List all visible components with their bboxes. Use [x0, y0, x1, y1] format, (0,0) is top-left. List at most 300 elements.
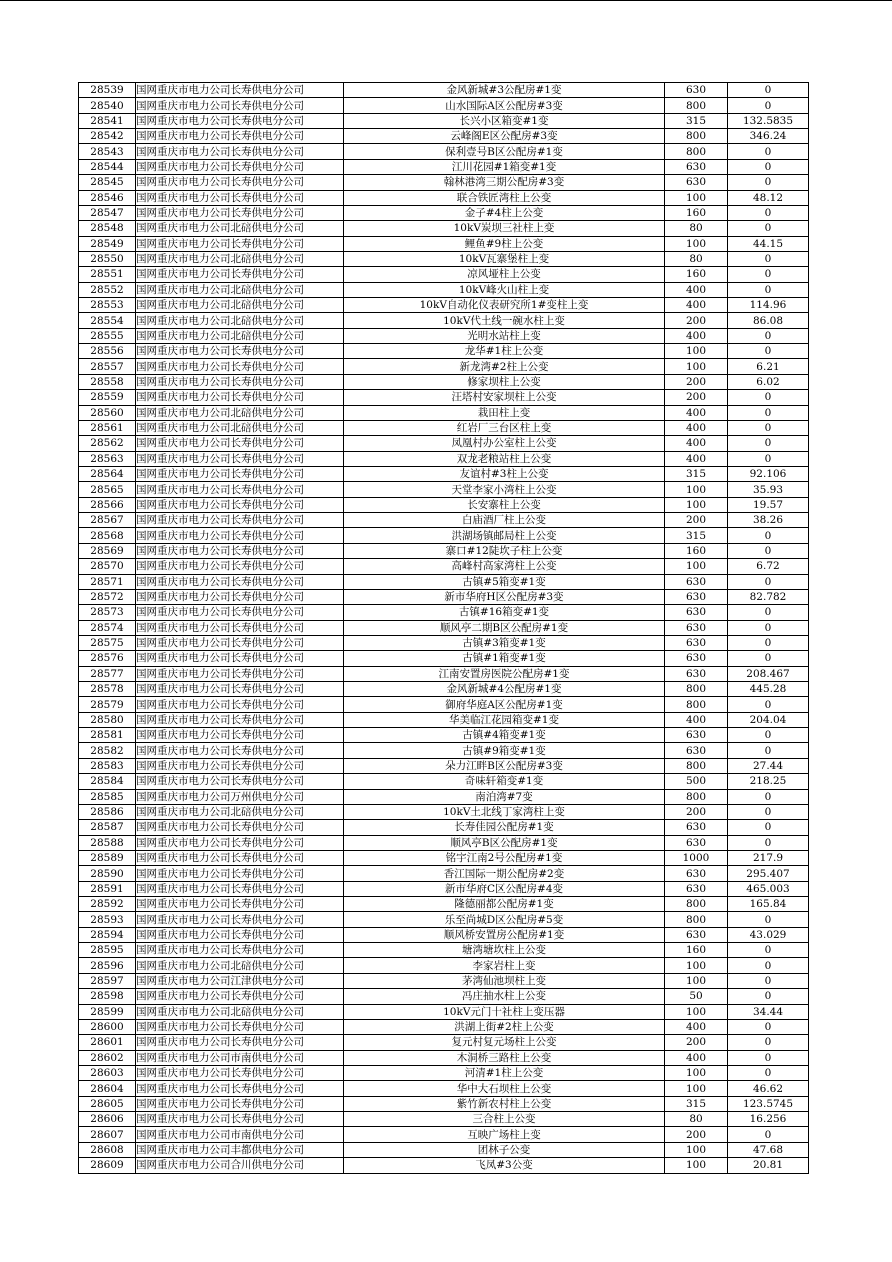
capacity-cell: 630 — [665, 927, 728, 942]
row-id-cell: 28603 — [79, 1066, 136, 1081]
capacity-cell: 315 — [665, 466, 728, 481]
table-row — [79, 1096, 809, 1111]
capacity-cell: 800 — [665, 697, 728, 712]
station-name-cell: 古镇#1箱变#1变 — [344, 651, 665, 666]
capacity-cell: 400 — [665, 282, 728, 297]
station-name-cell: 金风新城#4公配房#1变 — [344, 682, 665, 697]
company-cell: 国网重庆市电力公司长寿供电分公司 — [136, 635, 344, 650]
company-cell: 国网重庆市电力公司长寿供电分公司 — [136, 866, 344, 881]
company-cell: 国网重庆市电力公司长寿供电分公司 — [136, 774, 344, 789]
value-cell: 295.407 — [728, 866, 809, 881]
row-id-cell: 28580 — [79, 712, 136, 727]
company-cell: 国网重庆市电力公司长寿供电分公司 — [136, 850, 344, 865]
station-name-cell: 10kV峰火山柱上变 — [344, 282, 665, 297]
table-row — [79, 728, 809, 743]
station-name-cell: 洪湖场镇邮局柱上公变 — [344, 528, 665, 543]
company-cell: 国网重庆市电力公司长寿供电分公司 — [136, 697, 344, 712]
capacity-cell: 400 — [665, 405, 728, 420]
station-name-cell: 古镇#4箱变#1变 — [344, 728, 665, 743]
table-row — [79, 313, 809, 328]
value-cell: 0 — [728, 451, 809, 466]
row-id-cell: 28568 — [79, 528, 136, 543]
value-cell: 165.84 — [728, 897, 809, 912]
value-cell: 0 — [728, 1050, 809, 1065]
capacity-cell: 400 — [665, 1019, 728, 1034]
row-id-cell: 28543 — [79, 144, 136, 159]
capacity-cell: 100 — [665, 482, 728, 497]
table-row — [79, 236, 809, 251]
company-cell: 国网重庆市电力公司长寿供电分公司 — [136, 743, 344, 758]
capacity-cell: 100 — [665, 1142, 728, 1157]
row-id-cell: 28567 — [79, 513, 136, 528]
table-row — [79, 267, 809, 282]
company-cell: 国网重庆市电力公司长寿供电分公司 — [136, 436, 344, 451]
station-name-cell: 复元村复元场柱上公变 — [344, 1035, 665, 1050]
station-name-cell: 鲤鱼#9柱上公变 — [344, 236, 665, 251]
value-cell: 6.21 — [728, 359, 809, 374]
value-cell: 0 — [728, 221, 809, 236]
table-row — [79, 912, 809, 927]
station-name-cell: 长兴小区箱变#1变 — [344, 113, 665, 128]
table-row — [79, 1112, 809, 1127]
value-cell: 0 — [728, 282, 809, 297]
row-id-cell: 28579 — [79, 697, 136, 712]
capacity-cell: 630 — [665, 175, 728, 190]
value-cell: 20.81 — [728, 1158, 809, 1173]
value-cell: 86.08 — [728, 313, 809, 328]
table-row — [79, 666, 809, 681]
row-id-cell: 28606 — [79, 1112, 136, 1127]
company-cell: 国网重庆市电力公司长寿供电分公司 — [136, 497, 344, 512]
company-cell: 国网重庆市电力公司长寿供电分公司 — [136, 559, 344, 574]
station-name-cell: 天堂李家小湾柱上公变 — [344, 482, 665, 497]
company-cell: 国网重庆市电力公司江津供电分公司 — [136, 973, 344, 988]
value-cell: 92.106 — [728, 466, 809, 481]
company-cell: 国网重庆市电力公司长寿供电分公司 — [136, 943, 344, 958]
station-name-cell: 白庙酒厂柱上公变 — [344, 513, 665, 528]
table-row — [79, 482, 809, 497]
table-row — [79, 743, 809, 758]
capacity-cell: 200 — [665, 513, 728, 528]
value-cell: 0 — [728, 635, 809, 650]
table-row — [79, 144, 809, 159]
table-row — [79, 1050, 809, 1065]
company-cell: 国网重庆市电力公司市南供电分公司 — [136, 1127, 344, 1142]
row-id-cell: 28557 — [79, 359, 136, 374]
station-name-cell: 奇味轩箱变#1变 — [344, 774, 665, 789]
row-id-cell: 28539 — [79, 83, 136, 98]
capacity-cell: 100 — [665, 1066, 728, 1081]
capacity-cell: 630 — [665, 574, 728, 589]
company-cell: 国网重庆市电力公司长寿供电分公司 — [136, 1066, 344, 1081]
station-name-cell: 河清#1柱上公变 — [344, 1066, 665, 1081]
value-cell: 0 — [728, 1035, 809, 1050]
company-cell: 国网重庆市电力公司长寿供电分公司 — [136, 451, 344, 466]
company-cell: 国网重庆市电力公司长寿供电分公司 — [136, 820, 344, 835]
row-id-cell: 28540 — [79, 98, 136, 113]
row-id-cell: 28590 — [79, 866, 136, 881]
station-name-cell: 山水国际A区公配房#3变 — [344, 98, 665, 113]
table-row — [79, 1019, 809, 1034]
capacity-cell: 630 — [665, 666, 728, 681]
table-row — [79, 298, 809, 313]
table-row — [79, 635, 809, 650]
capacity-cell: 200 — [665, 374, 728, 389]
station-name-cell: 长安寨柱上公变 — [344, 497, 665, 512]
capacity-cell: 630 — [665, 743, 728, 758]
row-id-cell: 28552 — [79, 282, 136, 297]
capacity-cell: 160 — [665, 267, 728, 282]
table-row — [79, 543, 809, 558]
capacity-cell: 100 — [665, 190, 728, 205]
capacity-cell: 100 — [665, 359, 728, 374]
company-cell: 国网重庆市电力公司长寿供电分公司 — [136, 83, 344, 98]
company-cell: 国网重庆市电力公司长寿供电分公司 — [136, 651, 344, 666]
row-id-cell: 28597 — [79, 973, 136, 988]
station-name-cell: 冯庄抽水柱上公变 — [344, 989, 665, 1004]
table-row — [79, 943, 809, 958]
value-cell: 43.029 — [728, 927, 809, 942]
station-name-cell: 隆德丽都公配房#1变 — [344, 897, 665, 912]
station-name-cell: 光明水站柱上变 — [344, 328, 665, 343]
company-cell: 国网重庆市电力公司长寿供电分公司 — [136, 144, 344, 159]
capacity-cell: 630 — [665, 589, 728, 604]
row-id-cell: 28547 — [79, 205, 136, 220]
row-id-cell: 28608 — [79, 1142, 136, 1157]
table-row — [79, 497, 809, 512]
row-id-cell: 28565 — [79, 482, 136, 497]
value-cell: 0 — [728, 989, 809, 1004]
capacity-cell: 400 — [665, 420, 728, 435]
row-id-cell: 28607 — [79, 1127, 136, 1142]
value-cell: 114.96 — [728, 298, 809, 313]
station-name-cell: 10kV元门十社柱上变压器 — [344, 1004, 665, 1019]
row-id-cell: 28595 — [79, 943, 136, 958]
table-row — [79, 129, 809, 144]
company-cell: 国网重庆市电力公司合川供电分公司 — [136, 1158, 344, 1173]
value-cell: 0 — [728, 804, 809, 819]
value-cell: 0 — [728, 175, 809, 190]
value-cell: 0 — [728, 820, 809, 835]
value-cell: 0 — [728, 574, 809, 589]
row-id-cell: 28563 — [79, 451, 136, 466]
company-cell: 国网重庆市电力公司北碚供电分公司 — [136, 958, 344, 973]
company-cell: 国网重庆市电力公司长寿供电分公司 — [136, 359, 344, 374]
station-name-cell: 香江国际一期公配房#2变 — [344, 866, 665, 881]
capacity-cell: 100 — [665, 236, 728, 251]
company-cell: 国网重庆市电力公司长寿供电分公司 — [136, 682, 344, 697]
value-cell: 0 — [728, 83, 809, 98]
station-name-cell: 翰林港湾三期公配房#3变 — [344, 175, 665, 190]
row-id-cell: 28583 — [79, 758, 136, 773]
table-row — [79, 1081, 809, 1096]
company-cell: 国网重庆市电力公司长寿供电分公司 — [136, 620, 344, 635]
value-cell: 0 — [728, 390, 809, 405]
value-cell: 0 — [728, 344, 809, 359]
company-cell: 国网重庆市电力公司北碚供电分公司 — [136, 251, 344, 266]
table-row — [79, 804, 809, 819]
table-row — [79, 205, 809, 220]
station-name-cell: 新龙湾#2柱上公变 — [344, 359, 665, 374]
value-cell: 16.256 — [728, 1112, 809, 1127]
row-id-cell: 28572 — [79, 589, 136, 604]
row-id-cell: 28561 — [79, 420, 136, 435]
station-name-cell: 江南安置房医院公配房#1变 — [344, 666, 665, 681]
page-top-rule — [0, 0, 892, 1]
row-id-cell: 28582 — [79, 743, 136, 758]
row-id-cell: 28542 — [79, 129, 136, 144]
company-cell: 国网重庆市电力公司长寿供电分公司 — [136, 159, 344, 174]
value-cell: 0 — [728, 697, 809, 712]
company-cell: 国网重庆市电力公司长寿供电分公司 — [136, 666, 344, 681]
table-row — [79, 451, 809, 466]
table-row — [79, 1004, 809, 1019]
table-row — [79, 589, 809, 604]
company-cell: 国网重庆市电力公司丰都供电分公司 — [136, 1142, 344, 1157]
capacity-cell: 630 — [665, 881, 728, 896]
transformer-data-table — [78, 82, 809, 1174]
company-cell: 国网重庆市电力公司长寿供电分公司 — [136, 374, 344, 389]
capacity-cell: 400 — [665, 298, 728, 313]
table-row — [79, 989, 809, 1004]
station-name-cell: 长寿佳园公配房#1变 — [344, 820, 665, 835]
company-cell: 国网重庆市电力公司长寿供电分公司 — [136, 205, 344, 220]
table-row — [79, 1127, 809, 1142]
station-name-cell: 朵力江畔B区公配房#3变 — [344, 758, 665, 773]
value-cell: 6.02 — [728, 374, 809, 389]
row-id-cell: 28574 — [79, 620, 136, 635]
table-row — [79, 682, 809, 697]
row-id-cell: 28600 — [79, 1019, 136, 1034]
company-cell: 国网重庆市电力公司长寿供电分公司 — [136, 589, 344, 604]
row-id-cell: 28558 — [79, 374, 136, 389]
station-name-cell: 江川花园#1箱变#1变 — [344, 159, 665, 174]
capacity-cell: 200 — [665, 390, 728, 405]
value-cell: 0 — [728, 728, 809, 743]
row-id-cell: 28578 — [79, 682, 136, 697]
company-cell: 国网重庆市电力公司长寿供电分公司 — [136, 267, 344, 282]
table-row — [79, 712, 809, 727]
station-name-cell: 古镇#5箱变#1变 — [344, 574, 665, 589]
table-row — [79, 528, 809, 543]
row-id-cell: 28576 — [79, 651, 136, 666]
station-name-cell: 新市华府C区公配房#4变 — [344, 881, 665, 896]
capacity-cell: 800 — [665, 897, 728, 912]
capacity-cell: 80 — [665, 1112, 728, 1127]
row-id-cell: 28551 — [79, 267, 136, 282]
value-cell: 38.26 — [728, 513, 809, 528]
capacity-cell: 100 — [665, 1004, 728, 1019]
row-id-cell: 28570 — [79, 559, 136, 574]
company-cell: 国网重庆市电力公司长寿供电分公司 — [136, 190, 344, 205]
station-name-cell: 铭宇江南2号公配房#1变 — [344, 850, 665, 865]
row-id-cell: 28604 — [79, 1081, 136, 1096]
station-name-cell: 寨口#12陡坎子柱上公变 — [344, 543, 665, 558]
station-name-cell: 龙华#1柱上公变 — [344, 344, 665, 359]
table-row — [79, 1142, 809, 1157]
row-id-cell: 28601 — [79, 1035, 136, 1050]
table-row — [79, 175, 809, 190]
capacity-cell: 315 — [665, 1096, 728, 1111]
value-cell: 0 — [728, 1127, 809, 1142]
value-cell: 0 — [728, 789, 809, 804]
station-name-cell: 紫竹新农村柱上公变 — [344, 1096, 665, 1111]
row-id-cell: 28548 — [79, 221, 136, 236]
value-cell: 48.12 — [728, 190, 809, 205]
capacity-cell: 100 — [665, 1081, 728, 1096]
company-cell: 国网重庆市电力公司长寿供电分公司 — [136, 390, 344, 405]
capacity-cell: 800 — [665, 144, 728, 159]
capacity-cell: 200 — [665, 1127, 728, 1142]
company-cell: 国网重庆市电力公司长寿供电分公司 — [136, 1096, 344, 1111]
row-id-cell: 28605 — [79, 1096, 136, 1111]
row-id-cell: 28599 — [79, 1004, 136, 1019]
table-row — [79, 390, 809, 405]
company-cell: 国网重庆市电力公司长寿供电分公司 — [136, 1112, 344, 1127]
value-cell: 6.72 — [728, 559, 809, 574]
row-id-cell: 28550 — [79, 251, 136, 266]
value-cell: 0 — [728, 144, 809, 159]
row-id-cell: 28556 — [79, 344, 136, 359]
company-cell: 国网重庆市电力公司长寿供电分公司 — [136, 466, 344, 481]
value-cell: 47.68 — [728, 1142, 809, 1157]
row-id-cell: 28592 — [79, 897, 136, 912]
value-cell: 0 — [728, 651, 809, 666]
table-row — [79, 774, 809, 789]
row-id-cell: 28588 — [79, 835, 136, 850]
value-cell: 204.04 — [728, 712, 809, 727]
station-name-cell: 木洞桥三路柱上公变 — [344, 1050, 665, 1065]
station-name-cell: 塘湾塘坎柱上公变 — [344, 943, 665, 958]
value-cell: 218.25 — [728, 774, 809, 789]
company-cell: 国网重庆市电力公司长寿供电分公司 — [136, 236, 344, 251]
table-row — [79, 881, 809, 896]
station-name-cell: 云峰阁E区公配房#3变 — [344, 129, 665, 144]
value-cell: 0 — [728, 420, 809, 435]
capacity-cell: 160 — [665, 205, 728, 220]
capacity-cell: 315 — [665, 528, 728, 543]
row-id-cell: 28571 — [79, 574, 136, 589]
table-body — [79, 83, 809, 1174]
value-cell: 0 — [728, 267, 809, 282]
row-id-cell: 28545 — [79, 175, 136, 190]
row-id-cell: 28584 — [79, 774, 136, 789]
capacity-cell: 100 — [665, 1158, 728, 1173]
company-cell: 国网重庆市电力公司北碚供电分公司 — [136, 1004, 344, 1019]
row-id-cell: 28591 — [79, 881, 136, 896]
company-cell: 国网重庆市电力公司长寿供电分公司 — [136, 712, 344, 727]
table-row — [79, 221, 809, 236]
company-cell: 国网重庆市电力公司长寿供电分公司 — [136, 912, 344, 927]
table-row — [79, 574, 809, 589]
row-id-cell: 28602 — [79, 1050, 136, 1065]
table-row — [79, 374, 809, 389]
company-cell: 国网重庆市电力公司长寿供电分公司 — [136, 113, 344, 128]
value-cell: 0 — [728, 835, 809, 850]
row-id-cell: 28573 — [79, 605, 136, 620]
capacity-cell: 400 — [665, 1050, 728, 1065]
company-cell: 国网重庆市电力公司北碚供电分公司 — [136, 282, 344, 297]
company-cell: 国网重庆市电力公司长寿供电分公司 — [136, 1019, 344, 1034]
table-row — [79, 758, 809, 773]
capacity-cell: 630 — [665, 605, 728, 620]
row-id-cell: 28554 — [79, 313, 136, 328]
table-row — [79, 190, 809, 205]
value-cell: 0 — [728, 328, 809, 343]
company-cell: 国网重庆市电力公司万州供电分公司 — [136, 789, 344, 804]
company-cell: 国网重庆市电力公司北碚供电分公司 — [136, 313, 344, 328]
station-name-cell: 三合柱上公变 — [344, 1112, 665, 1127]
row-id-cell: 28594 — [79, 927, 136, 942]
capacity-cell: 630 — [665, 620, 728, 635]
company-cell: 国网重庆市电力公司长寿供电分公司 — [136, 835, 344, 850]
value-cell: 19.57 — [728, 497, 809, 512]
capacity-cell: 800 — [665, 98, 728, 113]
table-row — [79, 820, 809, 835]
station-name-cell: 飞凤#3公变 — [344, 1158, 665, 1173]
station-name-cell: 友谊村#3柱上公变 — [344, 466, 665, 481]
company-cell: 国网重庆市电力公司长寿供电分公司 — [136, 482, 344, 497]
station-name-cell: 洪湖上街#2柱上公变 — [344, 1019, 665, 1034]
station-name-cell: 10kV瓦寨堡柱上变 — [344, 251, 665, 266]
table-row — [79, 359, 809, 374]
company-cell: 国网重庆市电力公司长寿供电分公司 — [136, 129, 344, 144]
capacity-cell: 630 — [665, 635, 728, 650]
station-name-cell: 顺风亭B区公配房#1变 — [344, 835, 665, 850]
capacity-cell: 630 — [665, 159, 728, 174]
row-id-cell: 28575 — [79, 635, 136, 650]
capacity-cell: 200 — [665, 804, 728, 819]
row-id-cell: 28593 — [79, 912, 136, 927]
row-id-cell: 28569 — [79, 543, 136, 558]
company-cell: 国网重庆市电力公司北碚供电分公司 — [136, 328, 344, 343]
row-id-cell: 28559 — [79, 390, 136, 405]
row-id-cell: 28589 — [79, 850, 136, 865]
capacity-cell: 160 — [665, 543, 728, 558]
station-name-cell: 汪塔村安家坝柱上公变 — [344, 390, 665, 405]
station-name-cell: 金子#4柱上公变 — [344, 205, 665, 220]
station-name-cell: 御府华庭A区公配房#1变 — [344, 697, 665, 712]
capacity-cell: 630 — [665, 728, 728, 743]
capacity-cell: 400 — [665, 712, 728, 727]
capacity-cell: 630 — [665, 866, 728, 881]
station-name-cell: 凉风垭柱上公变 — [344, 267, 665, 282]
row-id-cell: 28577 — [79, 666, 136, 681]
company-cell: 国网重庆市电力公司北碚供电分公司 — [136, 221, 344, 236]
station-name-cell: 新市华府H区公配房#3变 — [344, 589, 665, 604]
capacity-cell: 400 — [665, 451, 728, 466]
station-name-cell: 联合铁匠湾柱上公变 — [344, 190, 665, 205]
value-cell: 46.62 — [728, 1081, 809, 1096]
company-cell: 国网重庆市电力公司长寿供电分公司 — [136, 758, 344, 773]
station-name-cell: 保利壹号B区公配房#1变 — [344, 144, 665, 159]
company-cell: 国网重庆市电力公司长寿供电分公司 — [136, 175, 344, 190]
capacity-cell: 630 — [665, 820, 728, 835]
table-row — [79, 466, 809, 481]
capacity-cell: 100 — [665, 344, 728, 359]
value-cell: 0 — [728, 405, 809, 420]
capacity-cell: 200 — [665, 313, 728, 328]
table-row — [79, 420, 809, 435]
company-cell: 国网重庆市电力公司市南供电分公司 — [136, 1050, 344, 1065]
capacity-cell: 100 — [665, 497, 728, 512]
station-name-cell: 修家坝柱上公变 — [344, 374, 665, 389]
table-row — [79, 958, 809, 973]
capacity-cell: 800 — [665, 129, 728, 144]
company-cell: 国网重庆市电力公司北碚供电分公司 — [136, 298, 344, 313]
capacity-cell: 315 — [665, 113, 728, 128]
capacity-cell: 630 — [665, 83, 728, 98]
